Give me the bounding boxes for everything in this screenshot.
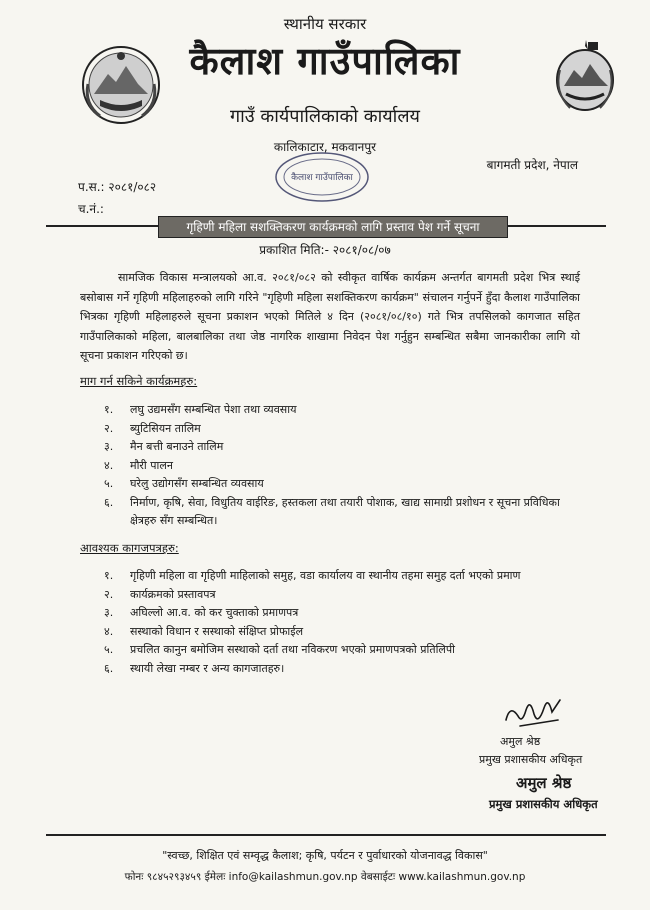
list-item: १. लघु उद्यमसँग सम्बन्धित पेशा तथा व्यवसाय (104, 403, 297, 416)
list-item: ६. निर्माण, कृषि, सेवा, विधुतिय वाईरिङ, हस्तकला तथा तयारी पोशाक, खाद्य सामाग्री प्रशोधन र सूचना प्रविधिका क्षेत्रहरु सँग सम्बन्धित। (104, 495, 560, 527)
published-date: प्रकाशित मिति:- २०८१/०८/०७ (259, 243, 391, 257)
signatory-title: प्रमुख प्रशासकीय अधिकृत (489, 797, 598, 811)
programs-list (104, 401, 574, 531)
list-item: १. गृहिणी महिला वा गृहिणी माहिलाको समुह, वडा कार्यालय वा स्थानीय तहमा समुह दर्ता भएको प्रमाण (104, 569, 521, 582)
signatory-title-handwritten: प्रमुख प्रशासकीय अधिकृत (479, 753, 583, 766)
signature-icon (500, 690, 570, 734)
documents-heading: आवश्यक कागजपत्रहरु: (80, 541, 179, 555)
office-address: कालिकाटार, मकवानपुर (273, 140, 377, 154)
list-item: ३. मैन बत्ती बनाउने तालिम (104, 440, 224, 453)
signatory-name-handwritten: अमुल श्रेष्ठ (500, 735, 541, 748)
list-item: ४. मौरी पालन (104, 458, 173, 472)
footer-divider (46, 834, 606, 836)
province-label: बागमती प्रदेश, नेपाल (486, 158, 578, 172)
stamp-text: कैलाश गाउँपालिका (291, 173, 353, 183)
footer-contact: फोनः ९८४५२९३४५९ ईमेलः info@kailashmun.gov.np वेबसाईटः www.kailashmun.gov.np (124, 871, 526, 883)
list-item: २. कार्यक्रमको प्रस्तावपत्र (104, 587, 216, 601)
list-item: ३. अघिल्लो आ.व. को कर चुक्ताको प्रमाणपत्र (104, 606, 299, 619)
documents-list (104, 567, 574, 678)
dispatch-number: च.नं.: (78, 202, 104, 216)
list-item: ५. घरेलु उद्योगसँग सम्बन्धित व्यवसाय (104, 477, 264, 490)
programs-heading: माग गर्न सकिने कार्यक्रमहरु: (80, 374, 198, 388)
government-label: स्थानीय सरकार (283, 15, 367, 33)
list-item: ६. स्थायी लेखा नम्बर र अन्य कागजातहरु। (104, 661, 285, 675)
list-item: ४. सस्थाको विधान र सस्थाको संक्षिप्त प्रोफाईल (104, 624, 304, 638)
notice-title: गृहिणी महिला सशक्तिकरण कार्यक्रमको लागि प्रस्ताव पेश गर्ने सूचना (158, 216, 508, 238)
office-name: गाउँ कार्यपालिकाको कार्यालय (230, 106, 420, 127)
list-item: २. ब्युटिसियन तालिम (104, 421, 201, 435)
signatory-name: अमुल श्रेष्ठ (516, 774, 572, 792)
office-stamp-icon (272, 150, 372, 204)
notice-body: सामजिक विकास मन्त्रालयको आ.व. २०८१/०८२ को स्वीकृत वार्षिक कार्यक्रम अन्तर्गत बागमती प्रदेश भित्र स्थाई बसोबास गर्ने गृहिणी महिलाहरुको लागि गरिने "गृहिणी महिला सशक्तिकरण कार्यक्रम" संचालन गर्नुपर्ने हुँदा कैलाश गाउँपालिका भित्रका गृहिणी महिलाहरुले सूचना प्रकाशन भएको मितिले ४ दिन (२०८१/०८/१०) गते भित्र तपसिलको कागजात सहित गाउँपालिकाको महिला, बालबालिका तथा जेष्ठ नागरिक शाखामा निवेदन पेश गर्नुहुन सम्बन्धित सबैमा जानकारीका लागि यो सूचना प्रकाशन गरिएको छ। (80, 271, 580, 362)
letter-number: प.स.: २०८१/०८२ (78, 180, 157, 194)
footer-slogan: "स्वच्छ, शिक्षित एवं सम्वृद्ध कैलाश; कृषि, पर्यटन र पुर्वाधारको योजनावद्ध विकास" (162, 849, 488, 862)
list-item: ५. प्रचलित कानुन बमोजिम सस्थाको दर्ता तथा नविकरण भएको प्रमाणपत्रको प्रतिलिपी (104, 643, 455, 656)
municipality-name: कैलाश गाउँपालिका (189, 39, 461, 83)
